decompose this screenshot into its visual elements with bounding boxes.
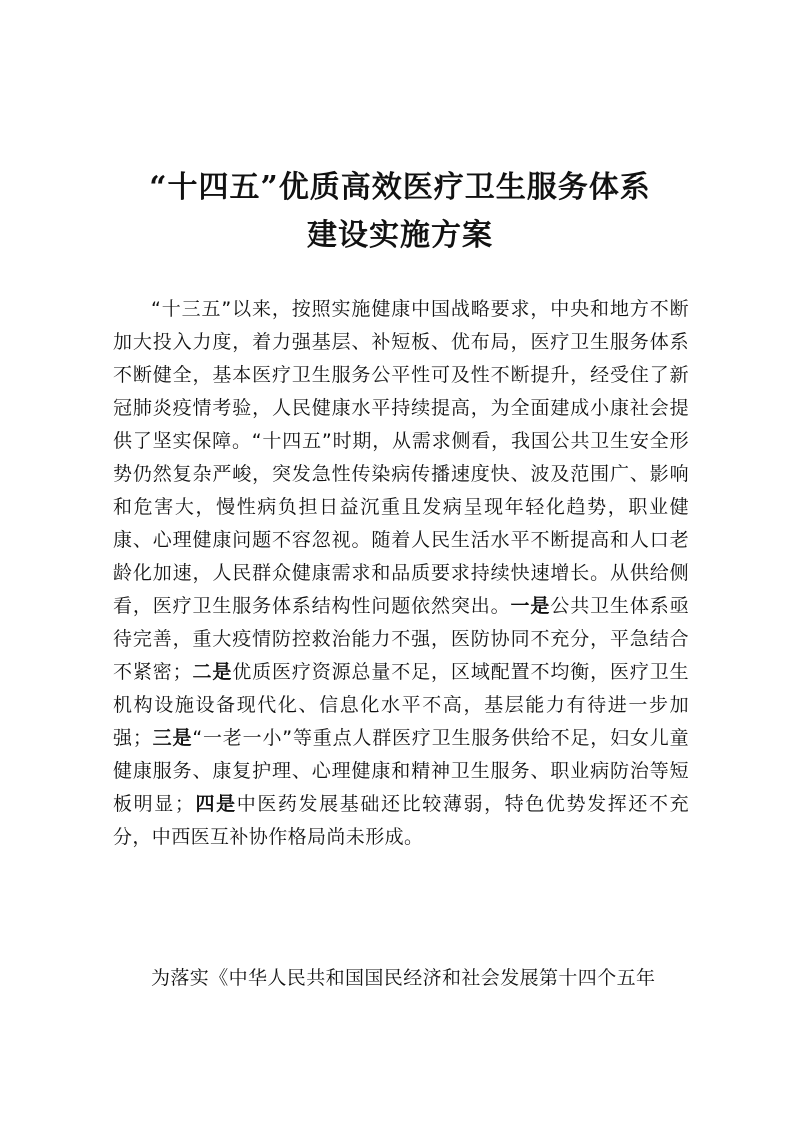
- paragraph-1-text-d: “一老一小”等重点人群医疗卫生服务供给不足，妇女儿童健康服务、康复护理、心理健康和精神卫生服务、职业病防治等短板明显；: [113, 727, 689, 815]
- body-paragraph-2: 为落实《中华人民共和国国民经济和社会发展第十四个五年: [151, 967, 656, 989]
- paragraph-1-text-b: 公共卫生体系亟待完善，重大疫情防控救治能力不强，医防协同不充分，平急结合不紧密；: [113, 595, 689, 683]
- point-label-3: 三是: [152, 727, 193, 749]
- document-title-line-2: 建设实施方案: [307, 218, 493, 253]
- paragraph-1-text-c: 优质医疗资源总量不足，区域配置不均衡，医疗卫生机构设施设备现代化、信息化水平不高，基层能力有待进一步加强；: [113, 661, 689, 749]
- body-paragraph-1: [113, 293, 689, 854]
- point-label-4: 四是: [194, 793, 237, 815]
- point-label-2: 二是: [192, 661, 233, 683]
- paragraph-1-text-e: 中医药发展基础还比较薄弱，特色优势发挥还不充分，中西医互补协作格局尚未形成。: [113, 793, 689, 848]
- paragraph-1-text-a: “十三五”以来，按照实施健康中国战略要求，中央和地方不断加大投入力度，着力强基层、补短板、优布局，医疗卫生服务体系不断健全，基本医疗卫生服务公平性可及性不断提升，经受住了新冠肺炎疫情考验，人民健康水平持续提高，为全面建成小康社会提供了坚实保障。“十四五”时期，从需求侧看，我国公共卫生安全形势仍然复杂严峻，突发急性传染病传播速度快、波及范围广、影响和危害大，慢性病负担日益沉重且发病呈现年轻化趋势，职业健康、心理健康问题不容忽视。随着人民生活水平不断提高和人口老龄化加速，人民群众健康需求和品质要求持续快速增长。从供给侧看，医疗卫生服务体系结构性问题依然突出。: [113, 298, 689, 617]
- document-title-line-1: “十四五”优质高效医疗卫生服务体系: [149, 170, 651, 205]
- point-label-1: 一是: [510, 595, 551, 617]
